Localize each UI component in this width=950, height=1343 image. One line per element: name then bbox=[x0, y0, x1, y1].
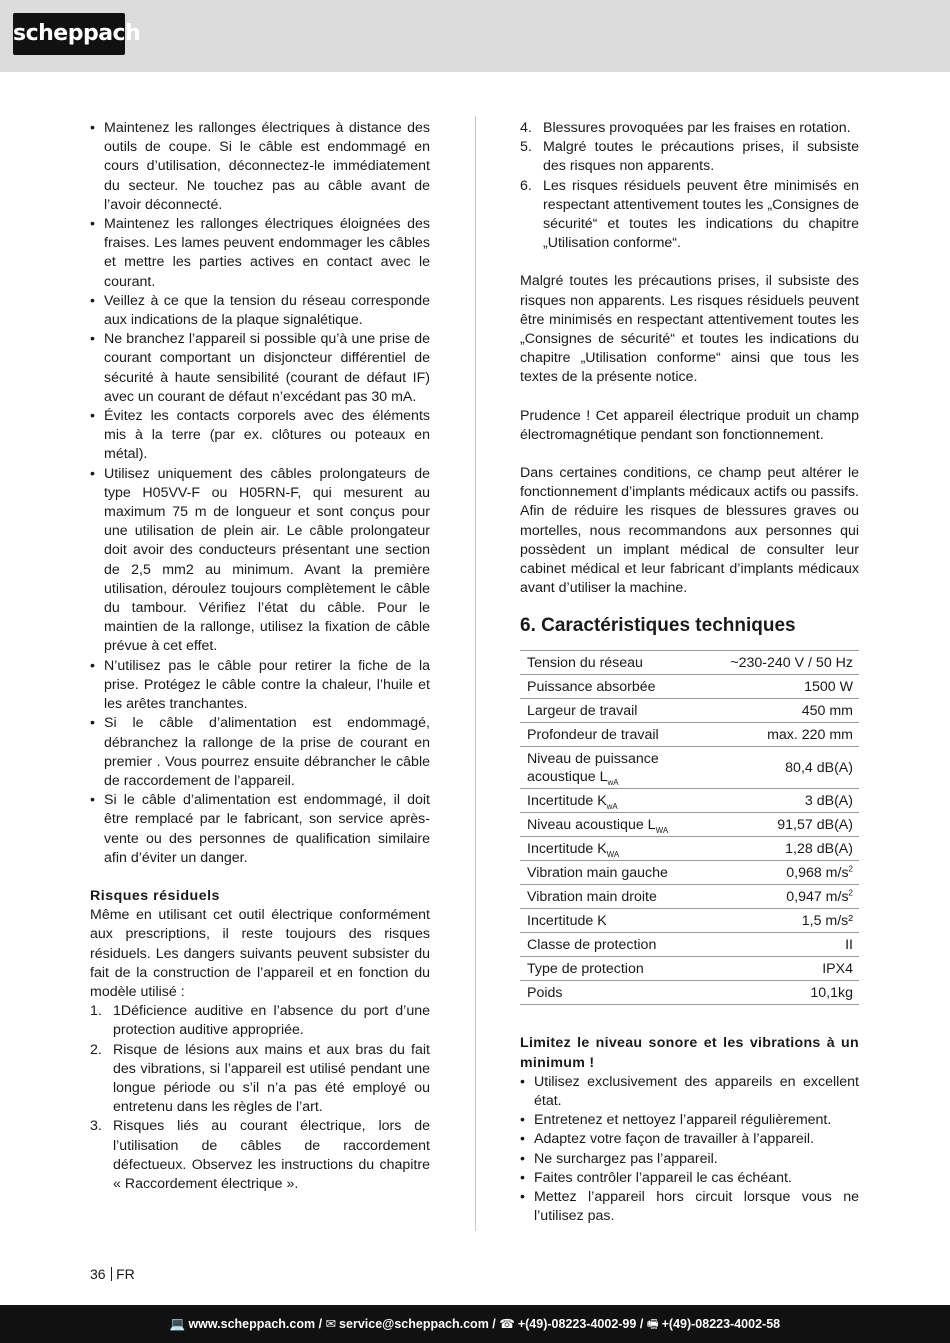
item-text: Blessures provoquées par les fraises en rotation. bbox=[543, 120, 851, 136]
spec-label: Tension du réseau bbox=[527, 655, 643, 672]
limit-noise-heading: Limitez le niveau sonore et les vibrations à un minimum ! bbox=[520, 1035, 859, 1071]
list-item: • Mettez l’appareil hors circuit lorsque vous ne l’utilisez pas. bbox=[520, 1188, 859, 1226]
technical-specs-table bbox=[520, 650, 859, 1005]
page-number bbox=[90, 1266, 135, 1282]
table-row bbox=[520, 651, 859, 675]
spec-value-cell bbox=[723, 885, 859, 909]
spec-label-cell bbox=[520, 723, 723, 747]
spec-value: 450 mm bbox=[801, 703, 853, 720]
item-text: Malgré toutes le précautions prises, il subsiste des risques non apparents. bbox=[543, 139, 859, 175]
spec-value-cell bbox=[723, 747, 859, 789]
spec-label-cell bbox=[520, 957, 723, 981]
safety-bullet-list bbox=[90, 119, 430, 868]
list-item: • Ne surchargez pas l’appareil. bbox=[520, 1150, 859, 1169]
phone-icon: ☎ bbox=[499, 1317, 515, 1331]
spec-value: 91,57 dB(A) bbox=[777, 817, 853, 834]
list-item: • Faites contrôler l’appareil le cas échéant. bbox=[520, 1169, 859, 1188]
spec-value: 1500 W bbox=[804, 679, 853, 696]
right-column bbox=[520, 119, 859, 1227]
spec-value-cell bbox=[723, 861, 859, 885]
spec-label: Puissance absorbée bbox=[527, 679, 656, 696]
spec-value-cell bbox=[723, 837, 859, 861]
spec-value-cell bbox=[723, 813, 859, 837]
footer-separator: / bbox=[639, 1317, 644, 1331]
list-item bbox=[90, 1002, 430, 1040]
list-item: • Maintenez les rallonges électriques à distance des outils de coupe. Si le câble est endommagé en cours d’utilisation, déconnectez-le immédiatement du secteur. Ne touchez pas au câble avant de l’avoir déconnecté. bbox=[90, 119, 430, 215]
page-language: FR bbox=[116, 1266, 135, 1282]
footer-separator: / bbox=[318, 1317, 323, 1331]
spec-value-cell bbox=[723, 909, 859, 933]
table-row bbox=[520, 813, 859, 837]
residual-risks-paragraph: Malgré toutes les précautions prises, il subsiste des risques non apparents. Les risques résiduels peuvent être minimisés en respectant attentivement toutes les „Consignes de sécurité“ et toutes les indications du chapitre „Utilisation conforme“ ainsi que tous les textes de la présente notice. bbox=[520, 273, 859, 386]
spec-label: Largeur de travail bbox=[527, 703, 638, 720]
spec-label-cell bbox=[520, 813, 723, 837]
spec-value: 10,1kg bbox=[810, 985, 853, 1002]
spec-label: Classe de protection bbox=[527, 937, 657, 954]
table-row bbox=[520, 675, 859, 699]
spec-label: Incertitude K bbox=[527, 913, 607, 930]
spec-label-cell bbox=[520, 933, 723, 957]
list-item bbox=[520, 177, 859, 254]
spec-value: 3 dB(A) bbox=[804, 793, 853, 810]
spec-value: IPX4 bbox=[822, 961, 853, 978]
spec-value: 0,947 m/s bbox=[786, 889, 849, 906]
spec-value-cell bbox=[723, 699, 859, 723]
spec-value: 80,4 dB(A) bbox=[785, 760, 853, 777]
table-row bbox=[520, 981, 859, 1005]
spec-label: Poids bbox=[527, 985, 563, 1002]
table-row bbox=[520, 885, 859, 909]
residual-risks-intro: Même en utilisant cet outil électrique conformément aux prescriptions, il reste toujours des risques résiduels. Les dangers suivants peuvent subsister du fait de la construction de l’appareil et en fonction du modèle utilisé : bbox=[90, 907, 430, 1000]
item-text: Risque de lésions aux mains et aux bras du fait des vibrations, si l’appareil est utilisé pendant une longue période ou s’il n’a pas été employé ou entretenu dans les règles de l’art. bbox=[113, 1041, 430, 1116]
residual-risks-heading: Risques résiduels bbox=[90, 887, 220, 904]
list-item: • Utilisez exclusivement des appareils en excellent état. bbox=[520, 1073, 859, 1111]
item-text: Risques liés au courant électrique, lors de l’utilisation de câbles de raccordement défectueux. Observez les instructions du chapitre « Raccordement électrique ». bbox=[113, 1118, 430, 1192]
left-column bbox=[90, 119, 430, 1194]
table-row bbox=[520, 837, 859, 861]
spec-label: Niveau de puissance acoustique L bbox=[527, 751, 659, 786]
spec-label-cell bbox=[520, 861, 723, 885]
residual-risks-list-continued bbox=[520, 119, 859, 253]
list-item: • Ne branchez l’appareil si possible qu’à une prise de courant comportant un disjoncteur différentiel de sécurité à haute sensibilité (courant de défaut IF) avec un courant de défaut n’excédant pas 30 mA. bbox=[90, 330, 430, 407]
section-title: 6. Caractéristiques techniques bbox=[520, 615, 796, 637]
spec-label: Vibration main gauche bbox=[527, 865, 668, 882]
table-row bbox=[520, 909, 859, 933]
table-row bbox=[520, 723, 859, 747]
spec-label-cell bbox=[520, 651, 723, 675]
spec-value: II bbox=[845, 937, 853, 954]
spec-label-cell bbox=[520, 909, 723, 933]
list-item: • Évitez les contacts corporels avec des éléments mis à la terre (par ex. clôtures ou poteaux en métal). bbox=[90, 407, 430, 465]
list-item: • Entretenez et nettoyez l’appareil régulièrement. bbox=[520, 1111, 859, 1130]
spec-label-subscript: wA bbox=[607, 778, 619, 788]
spec-label-cell bbox=[520, 981, 723, 1005]
table-row bbox=[520, 933, 859, 957]
spec-label-cell bbox=[520, 885, 723, 909]
item-number: 4. bbox=[520, 120, 532, 136]
spec-label-subscript: wA bbox=[606, 802, 618, 812]
item-text: 1Déficience auditive en l’absence du port d’une protection auditive appropriée. bbox=[113, 1003, 430, 1039]
implant-advice: Dans certaines conditions, ce champ peut altérer le fonctionnement d’implants médicaux actifs ou passifs. Afin de réduire les risques de blessures graves ou mortelles, nous recommandons aux personnes qui possèdent un implant médical de consulter leur cabinet médical et leur fabricant d’implants médicaux avant d’utiliser la machine. bbox=[520, 465, 859, 597]
fax-icon: 🖷 bbox=[646, 1317, 659, 1331]
page-footer bbox=[0, 1305, 950, 1343]
table-row bbox=[520, 747, 859, 789]
list-item: • Utilisez uniquement des câbles prolongateurs de type H05VV-F ou H05RN-F, qui mesurent au maximum 75 m de longueur et sont conçus pour une utilisation de plein air. Le câble prolongateur doit avoir des conducteurs présentant une section de 2,5 mm2 au minimum. Avant la première utilisation, déroulez toujours complètement le câble du tambour. Vérifiez l’état du câble. Pour le maintien de la rallonge, utilisez la fixation de câble prévue à cet effet. bbox=[90, 465, 430, 657]
spec-value: max. 220 mm bbox=[767, 727, 853, 744]
brand-logo: scheppach bbox=[13, 13, 125, 55]
list-item: • N’utilisez pas le câble pour retirer la fiche de la prise. Protégez le câble contre la chaleur, l’huile et les arêtes tranchantes. bbox=[90, 657, 430, 715]
table-row bbox=[520, 789, 859, 813]
page-number-separator bbox=[111, 1267, 113, 1281]
spec-label: Vibration main droite bbox=[527, 889, 657, 906]
list-item bbox=[520, 119, 859, 138]
spec-value: 1,28 dB(A) bbox=[785, 841, 853, 858]
item-text: Les risques résiduels peuvent être minimisés en respectant attentivement toutes les „Consignes de sécurité“ et toutes les indications du chapitre „Utilisation conforme“. bbox=[543, 177, 859, 252]
footer-phone: +(49)-08223-4002-99 bbox=[517, 1317, 637, 1331]
limit-noise-list bbox=[520, 1073, 859, 1227]
spec-label: Profondeur de travail bbox=[527, 727, 659, 744]
column-divider bbox=[475, 116, 476, 1231]
page-header bbox=[0, 0, 950, 72]
spec-label: Niveau acoustique L bbox=[527, 817, 656, 834]
item-number: 2. bbox=[90, 1041, 102, 1058]
table-row bbox=[520, 699, 859, 723]
spec-value: ~230-240 V / 50 Hz bbox=[730, 655, 853, 672]
spec-value-cell bbox=[723, 957, 859, 981]
computer-icon: 💻 bbox=[169, 1317, 186, 1331]
list-item bbox=[90, 1117, 430, 1194]
spec-value-cell bbox=[723, 723, 859, 747]
table-row bbox=[520, 957, 859, 981]
list-item: • Si le câble d’alimentation est endommagé, débranchez la rallonge de la prise de courant en premier . Vous pourrez ensuite débrancher le câble de raccordement de l’appareil. bbox=[90, 714, 430, 791]
item-number: 3. bbox=[90, 1118, 102, 1135]
spec-label-cell bbox=[520, 699, 723, 723]
footer-separator: / bbox=[492, 1317, 496, 1331]
spec-label-cell bbox=[520, 747, 723, 789]
list-item bbox=[520, 138, 859, 176]
spec-value: 0,968 m/s bbox=[786, 865, 849, 882]
list-item: • Adaptez votre façon de travailler à l’appareil. bbox=[520, 1130, 859, 1149]
spec-label-cell bbox=[520, 789, 723, 813]
footer-email[interactable]: service@scheppach.com bbox=[339, 1317, 489, 1331]
list-item bbox=[90, 1041, 430, 1118]
list-item: • Veillez à ce que la tension du réseau corresponde aux indications de la plaque signalétique. bbox=[90, 292, 430, 330]
list-item: • Si le câble d’alimentation est endommagé, il doit être remplacé par le fabricant, son service après-vente ou des personnes de qualification similaire afin d’éviter un danger. bbox=[90, 791, 430, 868]
email-icon: ✉ bbox=[325, 1317, 337, 1331]
spec-label-cell bbox=[520, 675, 723, 699]
footer-website[interactable]: www.scheppach.com bbox=[188, 1317, 316, 1331]
emf-warning: Prudence ! Cet appareil électrique produit un champ électromagnétique pendant son fonctionnement. bbox=[520, 407, 859, 443]
spec-value-cell bbox=[723, 789, 859, 813]
page-number-value: 36 bbox=[90, 1266, 106, 1282]
spec-value-cell bbox=[723, 933, 859, 957]
spec-value-cell bbox=[723, 651, 859, 675]
spec-value-cell bbox=[723, 675, 859, 699]
item-number: 1. bbox=[90, 1003, 102, 1020]
spec-label: Incertitude K bbox=[527, 793, 607, 810]
residual-risks-list bbox=[90, 1002, 430, 1194]
item-number: 6. bbox=[520, 177, 532, 194]
spec-label-subscript: WA bbox=[655, 826, 669, 836]
item-number: 5. bbox=[520, 139, 532, 156]
spec-label: Type de protection bbox=[527, 961, 644, 978]
spec-value: 1,5 m/s² bbox=[801, 913, 853, 930]
footer-fax: +(49)-08223-4002-58 bbox=[661, 1317, 781, 1331]
list-item: • Maintenez les rallonges électriques éloignées des fraises. Les lames peuvent endommager les câbles et mettre les parties actives en contact avec le courant. bbox=[90, 215, 430, 292]
spec-value-cell bbox=[723, 981, 859, 1005]
spec-label: Incertitude K bbox=[527, 841, 607, 858]
spec-value-superscript: 2 bbox=[848, 888, 853, 898]
spec-label-subscript: WA bbox=[606, 850, 620, 860]
spec-value-superscript: 2 bbox=[848, 864, 853, 874]
spec-label-cell bbox=[520, 837, 723, 861]
table-row bbox=[520, 861, 859, 885]
